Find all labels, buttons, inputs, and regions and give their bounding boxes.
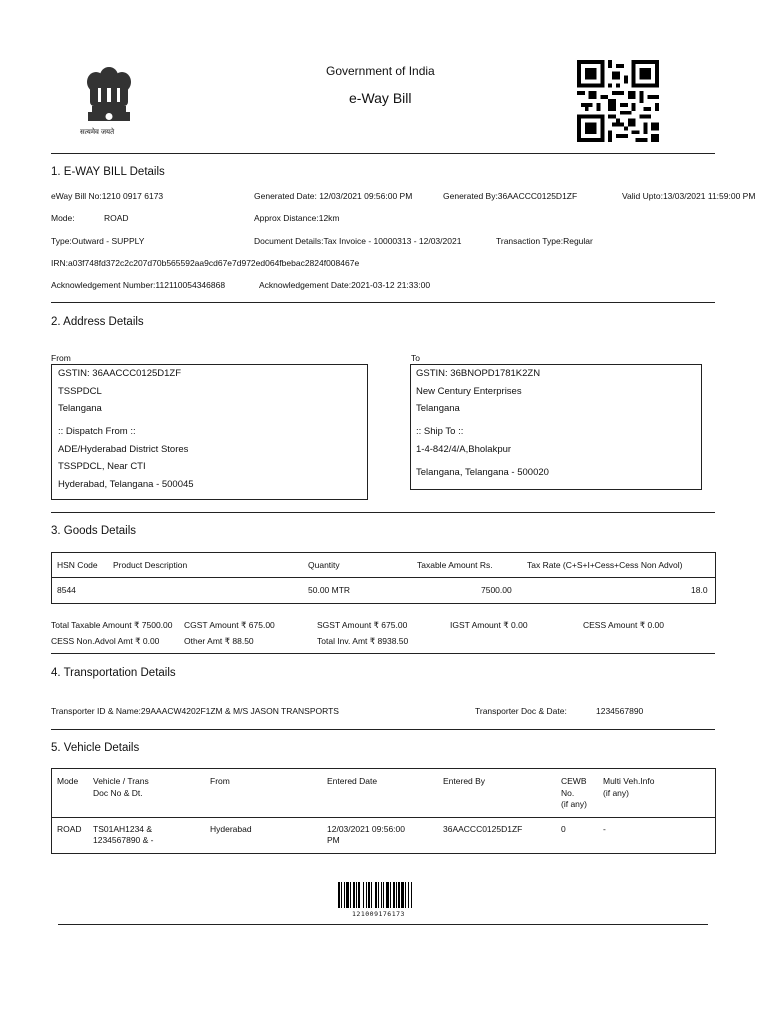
from-label: From xyxy=(51,353,71,363)
qr-code-icon xyxy=(577,60,659,142)
barcode-bar xyxy=(368,882,370,908)
barcode-bar xyxy=(411,882,412,908)
barcode-bar xyxy=(375,882,377,908)
igst-amount: IGST Amount ₹ 0.00 xyxy=(450,620,528,630)
irn: IRN:a03f748fd372c2c207d70b565592aa9cd67e7d972ed064fbebac2824f008467e xyxy=(51,258,360,268)
goods-header-description: Product Description xyxy=(113,560,188,570)
sgst-amount: SGST Amount ₹ 675.00 xyxy=(317,620,408,630)
barcode-bar xyxy=(386,882,389,908)
vehicle-header-vehicle-line2: Doc No & Dt. xyxy=(93,788,143,798)
divider xyxy=(51,153,715,154)
section-title-goods: 3. Goods Details xyxy=(51,525,137,537)
to-name: New Century Enterprises xyxy=(416,386,522,397)
org-name: Government of India xyxy=(326,64,435,78)
transporter-id-name: Transporter ID & Name:29AAACW4202F1ZM & M/S JASON TRANSPORTS xyxy=(51,706,339,716)
divider xyxy=(51,729,715,730)
goods-header-tax-rate: Tax Rate (C+S+I+Cess+Cess Non Advol) xyxy=(527,560,683,570)
from-state: Telangana xyxy=(58,403,102,414)
vehicle-row-from: Hyderabad xyxy=(210,824,252,834)
to-gstin: GSTIN: 36BNOPD1781K2ZN xyxy=(416,368,541,379)
other-amount: Other Amt ₹ 88.50 xyxy=(184,636,254,646)
barcode-bar xyxy=(408,882,409,908)
goods-row-hsn: 8544 xyxy=(57,585,76,595)
goods-row-tax-rate: 18.0 xyxy=(691,585,708,595)
barcode-bar xyxy=(356,882,357,908)
to-label: To xyxy=(411,353,420,363)
vehicle-header-multi-line2: (if any) xyxy=(603,788,629,798)
vehicle-row-vehicle-line1: TS01AH1234 & xyxy=(93,824,153,834)
divider xyxy=(51,653,715,654)
vehicle-row-multi: - xyxy=(603,824,606,834)
barcode-icon xyxy=(338,882,430,912)
barcode-bar xyxy=(405,882,406,908)
section-title-transportation: 4. Transportation Details xyxy=(51,667,176,679)
ship-line-1: 1-4-842/4/A,Bholakpur xyxy=(416,444,512,455)
vehicle-header-cewb-line1: CEWB xyxy=(561,776,587,786)
goods-table-row-divider xyxy=(52,577,715,578)
divider xyxy=(51,512,715,513)
barcode-bar xyxy=(366,882,367,908)
goods-header-taxable: Taxable Amount Rs. xyxy=(417,560,493,570)
goods-row-quantity: 50.00 MTR xyxy=(308,585,351,595)
barcode-bar xyxy=(341,882,342,908)
section-title-eway-details: 1. E-WAY BILL Details xyxy=(51,166,165,178)
cess-amount: CESS Amount ₹ 0.00 xyxy=(583,620,665,630)
supply-type: Type:Outward - SUPPLY xyxy=(51,236,145,246)
barcode-bar xyxy=(383,882,384,908)
barcode-bar xyxy=(338,882,340,908)
barcode-number: 121009176173 xyxy=(352,910,405,918)
vehicle-row-mode: ROAD xyxy=(57,824,82,834)
barcode-bar xyxy=(393,882,395,908)
total-invoice-amount: Total Inv. Amt ₹ 8938.50 xyxy=(317,636,409,646)
vehicle-header-mode: Mode xyxy=(57,776,79,786)
transporter-doc-value: 1234567890 xyxy=(596,706,644,716)
barcode-bar xyxy=(350,882,351,908)
valid-upto: Valid Upto:13/03/2021 11:59:00 PM xyxy=(622,191,756,201)
vehicle-row-cewb: 0 xyxy=(561,824,566,834)
barcode-bar xyxy=(371,882,372,908)
mode-value: ROAD xyxy=(104,213,129,223)
section-title-address: 2. Address Details xyxy=(51,316,144,328)
barcode-bar xyxy=(358,882,360,908)
transaction-type: Transaction Type:Regular xyxy=(496,236,593,246)
barcode-bar xyxy=(378,882,379,908)
goods-header-hsn: HSN Code xyxy=(57,560,98,570)
ack-date: Acknowledgement Date:2021-03-12 21:33:00 xyxy=(259,280,431,290)
divider xyxy=(51,302,715,303)
barcode-bar xyxy=(381,882,382,908)
cgst-amount: CGST Amount ₹ 675.00 xyxy=(184,620,275,630)
approx-distance: Approx Distance:12km xyxy=(254,213,340,223)
vehicle-header-cewb-line2: No. xyxy=(561,788,575,798)
section-title-vehicle: 5. Vehicle Details xyxy=(51,742,140,754)
vehicle-row-date-line2: PM xyxy=(327,835,340,845)
dispatch-line-2: TSSPDCL, Near CTI xyxy=(58,461,146,472)
eway-bill-no: eWay Bill No:1210 0917 6173 xyxy=(51,191,164,201)
mode-label: Mode: xyxy=(51,213,75,223)
dispatch-line-3: Hyderabad, Telangana - 500045 xyxy=(58,479,194,490)
barcode-bar xyxy=(344,882,345,908)
page-title: e-Way Bill xyxy=(349,90,412,106)
from-gstin: GSTIN: 36AACCC0125D1ZF xyxy=(58,368,182,379)
transporter-doc-label: Transporter Doc & Date: xyxy=(475,706,567,716)
vehicle-header-vehicle-line1: Vehicle / Trans xyxy=(93,776,149,786)
ack-number: Acknowledgement Number:112110054346868 xyxy=(51,280,226,290)
vehicle-row-vehicle-line2: 1234567890 & - xyxy=(93,835,154,845)
barcode-bar xyxy=(398,882,400,908)
vehicle-row-entered-by: 36AACCC0125D1ZF xyxy=(443,824,523,834)
barcode-bar xyxy=(401,882,404,908)
ship-to-label: :: Ship To :: xyxy=(416,426,464,437)
vehicle-header-from: From xyxy=(210,776,230,786)
barcode-bar xyxy=(346,882,349,908)
barcode-bar xyxy=(353,882,355,908)
dispatch-from-label: :: Dispatch From :: xyxy=(58,426,136,437)
to-state: Telangana xyxy=(416,403,460,414)
vehicle-row-date-line1: 12/03/2021 09:56:00 xyxy=(327,824,405,834)
vehicle-table-row-divider xyxy=(52,817,715,818)
dispatch-line-1: ADE/Hyderabad District Stores xyxy=(58,444,189,455)
barcode-bar xyxy=(396,882,397,908)
emblem-caption: सत्यमेव जयते xyxy=(80,129,115,136)
generated-date: Generated Date: 12/03/2021 09:56:00 PM xyxy=(254,191,413,201)
vehicle-header-multi-line1: Multi Veh.Info xyxy=(603,776,655,786)
barcode-bar xyxy=(390,882,391,908)
goods-header-quantity: Quantity xyxy=(308,560,340,570)
vehicle-header-cewb-line3: (if any) xyxy=(561,799,587,809)
footer-divider xyxy=(58,924,708,925)
ship-line-2: Telangana, Telangana - 500020 xyxy=(416,467,549,478)
total-taxable-amount: Total Taxable Amount ₹ 7500.00 xyxy=(51,620,173,630)
from-name: TSSPDCL xyxy=(58,386,102,397)
barcode-bar xyxy=(363,882,364,908)
generated-by: Generated By:36AACCC0125D1ZF xyxy=(443,191,578,201)
cess-non-advol-amount: CESS Non.Advol Amt ₹ 0.00 xyxy=(51,636,160,646)
document-details: Document Details:Tax Invoice - 10000313 - 12/03/2021 xyxy=(254,236,462,246)
vehicle-header-entered-date: Entered Date xyxy=(327,776,378,786)
goods-row-taxable: 7500.00 xyxy=(481,585,512,595)
vehicle-header-entered-by: Entered By xyxy=(443,776,486,786)
